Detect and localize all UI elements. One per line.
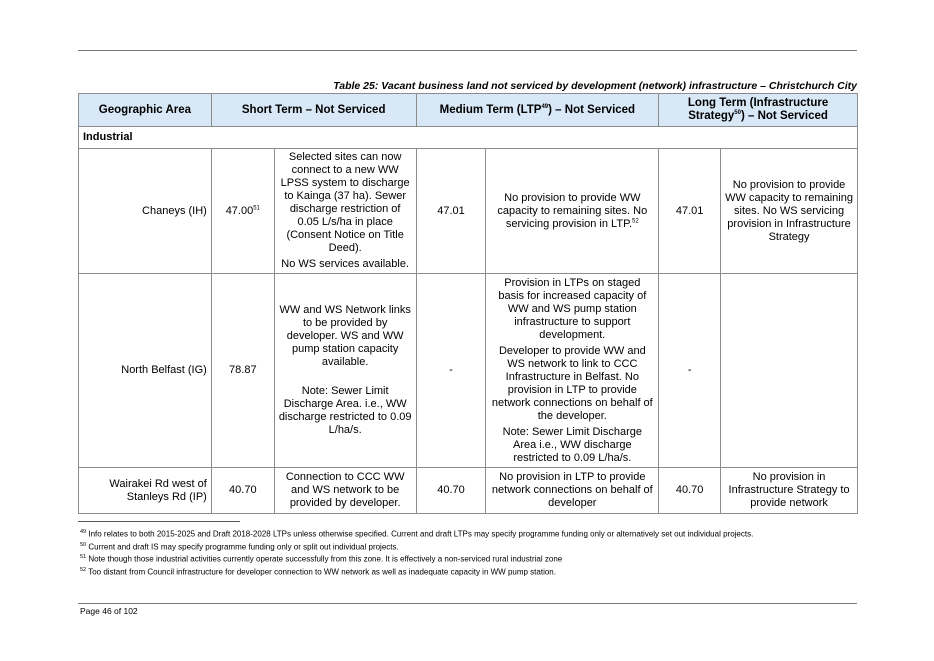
table-caption	[78, 80, 857, 92]
vacant-land-table	[78, 93, 858, 514]
medium-desc-cell	[486, 468, 659, 514]
header-medium-term	[416, 94, 659, 127]
footnote-ref: 52	[632, 217, 639, 224]
short-desc-para: Note: Sewer Limit Discharge Area. i.e., WW discharge restricted to 0.09 L/ha/s.	[278, 385, 412, 436]
long-value-cell: -	[659, 274, 721, 468]
header-medium-suffix: ) – Not Serviced	[548, 103, 636, 116]
area-cell: Wairakei Rd west of Stanleys Rd (IP)	[79, 468, 212, 514]
header-rule	[78, 50, 857, 51]
footnote-number: 52	[80, 566, 87, 573]
medium-desc-text: No provision to provide WW capacity to remaining sites. No servicing provision in LTP.	[497, 191, 648, 230]
medium-value-cell: -	[416, 274, 486, 468]
footnote-text: Info relates to both 2015-2025 and Draft 2018-2028 LTPs unless otherwise specified. Current and draft LTPs may specify programme funding only or alternatively set out individual projects.	[88, 529, 754, 539]
header-long-term	[659, 94, 858, 127]
medium-value-cell: 40.70	[416, 468, 486, 514]
section-label: Industrial	[79, 127, 858, 149]
header-medium-text: Medium Term (LTP	[439, 103, 542, 116]
footnote-number: 50	[80, 541, 87, 548]
table-row	[79, 149, 858, 274]
short-desc-para: WW and WS Network links to be provided by developer. WS and WW pump station capacity available.	[279, 304, 411, 368]
header-long-suffix: ) – Not Serviced	[740, 110, 828, 122]
medium-desc-cell	[486, 149, 659, 274]
long-desc-cell: No provision to provide WW capacity to remaining sites. No WS servicing provision in Infrastructure Strategy	[721, 149, 858, 274]
table-header-row	[79, 94, 858, 127]
short-desc-para: No WS services available.	[281, 258, 410, 270]
medium-desc-para: No provision in LTP to provide network connections on behalf of developer	[491, 471, 653, 509]
footnote-text: Note though those industrial activities currently operate successfully from this zone. It is effectively a non-serviced rural industrial zone	[88, 554, 563, 564]
footnote-rule	[78, 521, 240, 522]
footnote	[80, 527, 860, 540]
page-number: Page 46 of 102	[80, 606, 138, 616]
medium-desc-para: Note: Sewer Limit Discharge Area i.e., WW discharge restricted to 0.09 L/ha/s.	[502, 425, 643, 464]
short-value-cell	[211, 149, 274, 274]
footnote	[80, 540, 860, 553]
short-desc-cell	[274, 149, 416, 274]
medium-desc-para: Developer to provide WW and WS network to link to CCC Infrastructure in Belfast. No provision in LTP to provide network connections on behalf of the developer.	[491, 344, 653, 422]
footnote-text: Too distant from Council infrastructure for developer connection to WW network as well as inadequate capacity in WW pump station.	[88, 567, 556, 577]
long-value-cell: 40.70	[659, 468, 721, 514]
medium-value-cell: 47.01	[416, 149, 486, 274]
medium-desc-cell	[486, 274, 659, 468]
footnotes	[80, 527, 860, 578]
area-cell: Chaneys (IH)	[79, 149, 212, 274]
area-cell: North Belfast (IG)	[79, 274, 212, 468]
short-value: 47.00	[225, 204, 254, 217]
footer-rule	[78, 603, 857, 604]
medium-desc-para	[490, 192, 654, 231]
footnote	[80, 565, 860, 578]
footnote-number: 51	[80, 554, 87, 561]
footnote	[80, 552, 860, 565]
footnote-ref: 51	[253, 204, 260, 211]
long-value-cell: 47.01	[659, 149, 721, 274]
footnote-ref: 50	[734, 110, 741, 117]
long-desc-cell: No provision in Infrastructure Strategy to provide network	[721, 468, 858, 514]
table-row	[79, 468, 858, 514]
medium-desc-para: Provision in LTPs on staged basis for increased capacity of WW and WS pump station infrastructure to support development.	[498, 276, 647, 341]
caption-text: Table 25: Vacant business land not serviced by development (network) infrastructure – Christchurch City	[333, 80, 857, 92]
short-value-cell: 78.87	[211, 274, 274, 468]
short-desc-cell	[274, 468, 416, 514]
table-row	[79, 274, 858, 468]
header-long-text: Long Term (Infrastructure Strategy	[687, 97, 829, 122]
short-desc-cell	[274, 274, 416, 468]
footnote-text: Current and draft IS may specify programme funding only or split out individual projects.	[88, 542, 399, 552]
short-desc-para: Selected sites can now connect to a new WW LPSS system to discharge to Kainga (37 ha). Sewer discharge restriction of 0.05 L/s/ha in place (Consent Notice on Title Deed).	[280, 151, 410, 254]
footnote-number: 49	[80, 529, 87, 535]
header-geographic-area: Geographic Area	[79, 94, 212, 127]
long-desc-cell	[721, 274, 858, 468]
header-short-term: Short Term – Not Serviced	[211, 94, 416, 127]
short-desc-para: Connection to CCC WW and WS network to be provided by developer.	[285, 471, 405, 509]
short-value-cell: 40.70	[211, 468, 274, 514]
section-row	[79, 127, 858, 149]
footnote-ref: 49	[541, 103, 549, 110]
